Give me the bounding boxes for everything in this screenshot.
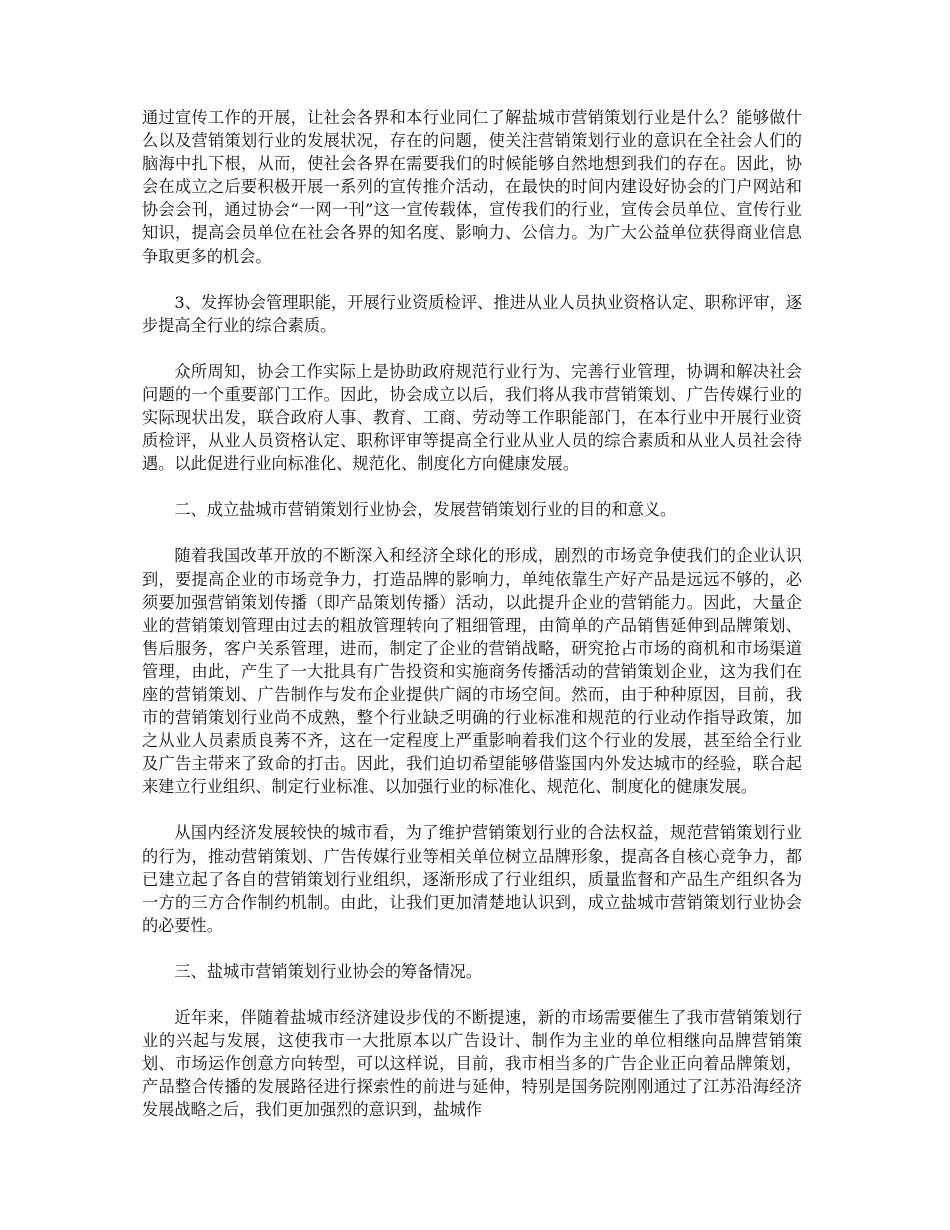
section-heading-purpose: 二、成立盐城市营销策划行业协会，发展营销策划行业的目的和意义。 <box>174 500 677 520</box>
paragraph-recent-development: 近年来，伴随着盐城市经济建设步伐的不断提速，新的市场需要催生了我市营销策划行业的兴起与发展，这使我市一大批原本以广告设计、制作为主业的单位相继向品牌营销策划、市场运作创意方向转型，可以这样说，目前，我市相当多的广告企业正向着品牌策划，产品整合传播的发展路径进行探索性的前进与延伸，特别是国务院刚刚通过了江苏沿海经济发展战略之后，我们更加强烈的意识到，盐城作 <box>142 1008 802 1120</box>
paragraph-publicity: 通过宣传工作的开展，让社会各界和本行业同仁了解盐城市营销策划行业是什么？能够做什么以及营销策划行业的发展状况，存在的问题，使关注营销策划行业的意识在全社会人们的脑海中扎下根，从而，使社会各界在需要我们的时候能够自然地想到我们的存在。因此，协会在成立之后要积极开展一系列的宣传推介活动，在最快的时间内建设好协会的门户网站和协会会刊，通过协会“一网一刊”这一宣传载体，宣传我们的行业，宣传会员单位、宣传行业知识，提高会员单位在社会各界的知名度、影响力、公信力。为广大公益单位获得商业信息争取更多的机会。 <box>142 108 802 266</box>
document-page <box>142 106 802 1121</box>
section-heading-preparation: 三、盐城市营销策划行业协会的筹备情况。 <box>174 961 482 981</box>
paragraph-market-background: 随着我国改革开放的不断深入和经济全球化的形成，剧烈的市场竞争使我们的企业认识到，要提高企业的市场竞争力，打造品牌的影响力，单纯依靠生产好产品是远远不够的，必须要加强营销策划传播（即产品策划传播）活动，以此提升企业的营销能力。因此，大量企业的营销策划管理由过去的粗放管理转向了粗细管理，由简单的产品销售延伸到品牌策划、售后服务，客户关系管理，进而，制定了企业的营销战略，研究抢占市场的商机和市场渠道管理，由此，产生了一大批具有广告投资和实施商务传播活动的营销策划企业，这为我们在座的营销策划、广告制作与发布企业提供广阔的市场空间。然而，由于种种原因，目前，我市的营销策划行业尚不成熟，整个行业缺乏明确的行业标准和规范的行业动作指导政策，加之从业人员素质良莠不齐，这在一定程度上严重影响着我们这个行业的发展，甚至给全行业及广告主带来了致命的打击。因此，我们迫切希望能够借鉴国内外发达城市的经验，联合起来建立行业组织、制定行业标准、以加强行业的标准化、规范化、制度化的健康发展。 <box>142 546 802 797</box>
paragraph-item-3-heading: 3、发挥协会管理职能，开展行业资质检评、推进从业人员执业资格认定、职称评审，逐步提高全行业的综合素质。 <box>142 292 802 335</box>
paragraph-domestic-experience: 从国内经济发展较快的城市看，为了维护营销策划行业的合法权益，规范营销策划行业的行为，推动营销策划、广告传媒行业等相关单位树立品牌形象，提高各自核心竞争力，都已建立起了各自的营销策划行业组织，逐渐形成了行业组织，质量监督和产品生产组织各为一方的三方合作制约机制。由此，让我们更加清楚地认识到，成立盐城市营销策划行业协会的必要性。 <box>142 823 802 935</box>
paragraph-management-function: 众所周知，协会工作实际上是协助政府规范行业行为、完善行业管理，协调和解决社会问题的一个重要部门工作。因此，协会成立以后，我们将从我市营销策划、广告传媒行业的实际现状出发，联合政府人事、教育、工商、劳动等工作职能部门，在本行业中开展行业资质检评，从业人员资格认定、职称评审等提高全行业从业人员的综合素质和从业人员社会待遇。以此促进行业向标准化、规范化、制度化方向健康发展。 <box>142 361 802 474</box>
